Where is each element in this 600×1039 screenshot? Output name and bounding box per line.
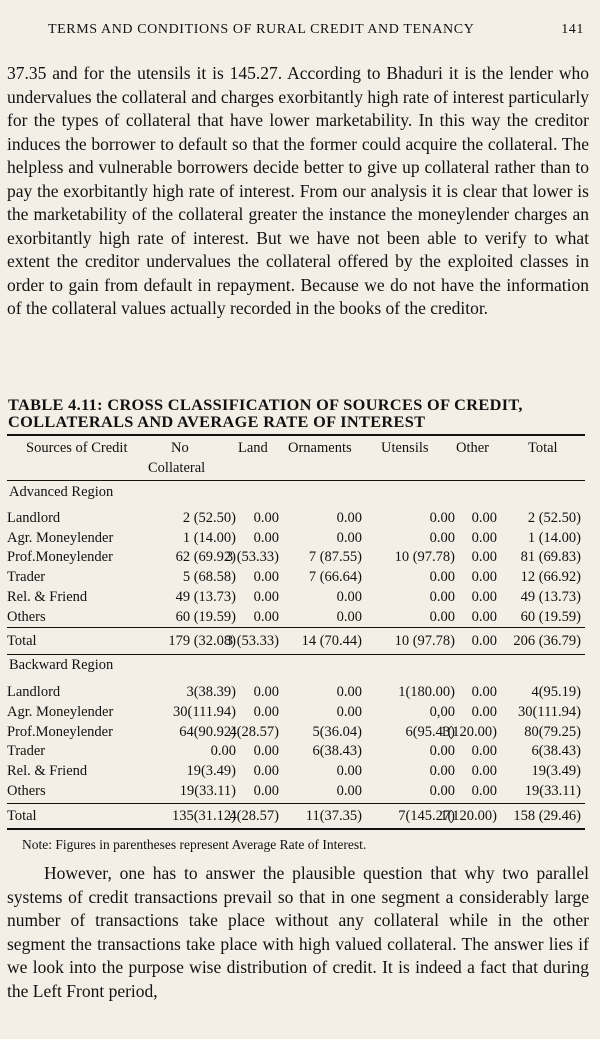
cell-land: 4(28.57) bbox=[229, 723, 279, 740]
cell-total: 2 (52.50) bbox=[527, 510, 581, 526]
cell-utensils: 1(180.00) bbox=[398, 684, 455, 700]
table-title bbox=[8, 396, 592, 430]
cell-utensils: 0.00 bbox=[429, 743, 455, 760]
cell-source: Prof.Moneylender bbox=[7, 549, 113, 566]
cell-total: 19(3.49) bbox=[531, 763, 581, 780]
cell-land: 0.00 bbox=[253, 569, 279, 586]
cell-utensils: 0.00 bbox=[429, 783, 455, 799]
backward-total-top-rule bbox=[7, 803, 585, 804]
body-paragraph-2: However, one has to answer the plausible question that why two parallel systems of credit transactions prevail so that in one segment a considerably large number of transactions take place without any collateral while in the other segment the transactions take place with high valued collateral. The answer lies if we look into the purpose wise distribution of credit. It is indeed a fact that during the Left Front period, bbox=[7, 863, 589, 1001]
cell-source: Others bbox=[7, 608, 46, 625]
cell-source: Agr. Moneylender bbox=[7, 529, 114, 546]
cell-source: Rel. & Friend bbox=[7, 763, 88, 780]
cell-ornaments: 7 (87.55) bbox=[308, 549, 362, 566]
table-title-line-1: TABLE 4.11: CROSS CLASSIFICATION OF SOURCES OF CREDIT, bbox=[8, 395, 523, 414]
table-title-line-2: COLLATERALS AND AVERAGE RATE OF INTEREST bbox=[8, 412, 426, 431]
table-bottom-rule bbox=[7, 828, 585, 830]
cell-total: 6(38.43) bbox=[531, 743, 581, 760]
table-note: Note: Figures in parentheses represent Average Rate of Interest. bbox=[22, 837, 367, 852]
cell-other: 0.00 bbox=[471, 783, 497, 799]
header-land: Land bbox=[238, 440, 268, 456]
total-other: 1(120.00) bbox=[440, 808, 497, 824]
cell-land: 0.00 bbox=[253, 743, 279, 760]
cell-no-collateral: 3(38.39) bbox=[186, 684, 236, 700]
cell-no-collateral: 2 (52.50) bbox=[182, 510, 236, 526]
cell-ornaments: 0.00 bbox=[336, 510, 362, 526]
cell-source: Agr. Moneylender bbox=[7, 703, 114, 720]
header-other: Other bbox=[456, 440, 490, 456]
cell-ornaments: 0.00 bbox=[336, 684, 362, 700]
header-rule bbox=[7, 480, 585, 481]
cell-other: 0.00 bbox=[471, 684, 497, 700]
header-utensils: Utensils bbox=[381, 440, 429, 456]
cell-source: Prof.Moneylender bbox=[7, 723, 113, 740]
cell-utensils: 0.00 bbox=[429, 510, 455, 526]
total-land: 4(28.57) bbox=[229, 808, 279, 824]
cell-no-collateral: 1 (14.00) bbox=[182, 529, 236, 546]
cell-other: 0.00 bbox=[471, 529, 497, 546]
cell-ornaments: 0.00 bbox=[336, 608, 362, 625]
header-no: No bbox=[171, 440, 189, 456]
cell-land: 0.00 bbox=[253, 703, 279, 720]
cell-other: 0.00 bbox=[471, 743, 497, 760]
header-ornaments: Ornaments bbox=[288, 440, 352, 456]
cell-ornaments: 7 (66.64) bbox=[308, 569, 362, 586]
total-ornaments: 11(37.35) bbox=[305, 808, 362, 824]
cell-utensils: 10 (97.78) bbox=[394, 549, 455, 566]
cell-utensils: 0.00 bbox=[429, 588, 455, 605]
total-ornaments: 14 (70.44) bbox=[301, 633, 362, 649]
cell-utensils: 0.00 bbox=[429, 529, 455, 546]
cell-no-collateral: 62 (69.92) bbox=[175, 549, 236, 566]
cell-land: 3 (53.33) bbox=[225, 549, 279, 566]
cell-total: 1 (14.00) bbox=[527, 529, 581, 546]
cell-ornaments: 6(38.43) bbox=[312, 743, 362, 760]
total-utensils: 7(145.27) bbox=[398, 808, 455, 824]
cell-total: 30(111.94) bbox=[518, 703, 581, 720]
cell-source: Landlord bbox=[7, 510, 61, 526]
cell-source: Rel. & Friend bbox=[7, 588, 88, 605]
cell-land: 0.00 bbox=[253, 510, 279, 526]
cell-utensils: 0,00 bbox=[429, 703, 455, 720]
cell-ornaments: 0.00 bbox=[336, 763, 362, 780]
total-land: 3 (53.33) bbox=[225, 633, 279, 649]
total-other: 0.00 bbox=[471, 633, 497, 649]
cell-no-collateral: 19(3.49) bbox=[186, 763, 236, 780]
cell-source: Others bbox=[7, 783, 46, 799]
cell-total: 49 (13.73) bbox=[520, 588, 581, 605]
cell-no-collateral: 5 (68.58) bbox=[182, 569, 236, 586]
cell-other: 0.00 bbox=[471, 569, 497, 586]
cell-ornaments: 0.00 bbox=[336, 783, 362, 799]
total-no-collateral: 179 (32.08) bbox=[168, 633, 236, 649]
cell-other: 0.00 bbox=[471, 510, 497, 526]
cell-ornaments: 0.00 bbox=[336, 529, 362, 546]
total-no-collateral: 135(31.12) bbox=[171, 808, 236, 824]
header-total: Total bbox=[528, 440, 558, 456]
cell-no-collateral: 30(111.94) bbox=[173, 703, 236, 720]
cell-land: 0.00 bbox=[253, 684, 279, 700]
cell-source: Trader bbox=[7, 569, 46, 586]
cell-other: 0.00 bbox=[471, 703, 497, 720]
cell-total: 4(95.19) bbox=[531, 684, 581, 700]
total-total: 206 (36.79) bbox=[513, 633, 581, 649]
cell-utensils: 6(95.43) bbox=[405, 723, 455, 740]
cell-total: 12 (66.92) bbox=[520, 569, 581, 586]
cell-other: 0.00 bbox=[471, 588, 497, 605]
cell-land: 0.00 bbox=[253, 763, 279, 780]
cell-source: Landlord bbox=[7, 684, 61, 700]
advanced-region-label: Advanced Region bbox=[9, 484, 114, 500]
table-top-rule bbox=[7, 434, 585, 436]
cell-other: 0.00 bbox=[471, 608, 497, 625]
running-head bbox=[48, 22, 584, 38]
cell-no-collateral: 19(33.11) bbox=[179, 783, 236, 799]
cell-land: 0.00 bbox=[253, 783, 279, 799]
cell-no-collateral: 0.00 bbox=[210, 743, 236, 760]
cell-no-collateral: 49 (13.73) bbox=[175, 588, 236, 605]
running-head-title: TERMS AND CONDITIONS OF RURAL CREDIT AND TENANCY bbox=[48, 22, 475, 37]
cell-other: 0.00 bbox=[471, 763, 497, 780]
header-collateral: Collateral bbox=[148, 460, 206, 476]
cell-total: 19(33.11) bbox=[524, 783, 581, 799]
cell-other: 0.00 bbox=[471, 549, 497, 566]
total-total: 158 (29.46) bbox=[513, 808, 581, 824]
cell-utensils: 0.00 bbox=[429, 569, 455, 586]
cell-source: Trader bbox=[7, 743, 46, 760]
cell-ornaments: 0.00 bbox=[336, 703, 362, 720]
cell-total: 60 (19.59) bbox=[520, 608, 581, 625]
cell-ornaments: 0.00 bbox=[336, 588, 362, 605]
backward-region-label: Backward Region bbox=[9, 657, 114, 673]
body-paragraph-1: 37.35 and for the utensils it is 145.27. According to Bhaduri it is the lender who undervalues the collateral and charges exorbitantly high rate of interest particularly for the types of collateral that have lower marketability. In this way the creditor induces the borrower to default so that the former could acquire the collateral. The helpless and vulnerable borrowers decide better to give up collateral rather than to pay the exorbitantly high rate of interest. From our analysis it is clear that lower is the marketability of the collateral greater the instance the moneylender charges an exorbitantly high rate of interest. But we have not been able to verify to what extent the creditor undervalues the collateral offered by the exploited classes in order to gain from default in repayment. Because we do not have the information of the collateral values actually recorded in the books of the creditor. bbox=[7, 63, 589, 318]
total-utensils: 10 (97.78) bbox=[394, 633, 455, 649]
cell-total: 80(79.25) bbox=[524, 723, 581, 740]
cell-no-collateral: 64(90.92) bbox=[179, 723, 236, 740]
cell-land: 0.00 bbox=[253, 529, 279, 546]
total-source: Total bbox=[7, 808, 37, 824]
total-source: Total bbox=[7, 633, 37, 649]
cell-ornaments: 5(36.04) bbox=[312, 723, 362, 740]
cell-land: 0.00 bbox=[253, 608, 279, 625]
header-sources: Sources of Credit bbox=[26, 440, 128, 456]
advanced-total-top-rule bbox=[7, 627, 585, 628]
cell-no-collateral: 60 (19.59) bbox=[175, 608, 236, 625]
cell-utensils: 0.00 bbox=[429, 763, 455, 780]
advanced-total-bottom-rule bbox=[7, 654, 585, 655]
cell-total: 81 (69.83) bbox=[520, 549, 581, 566]
page-number: 141 bbox=[561, 22, 584, 37]
cell-land: 0.00 bbox=[253, 588, 279, 605]
cell-other: 1(120.00) bbox=[440, 723, 497, 740]
cell-utensils: 0.00 bbox=[429, 608, 455, 625]
